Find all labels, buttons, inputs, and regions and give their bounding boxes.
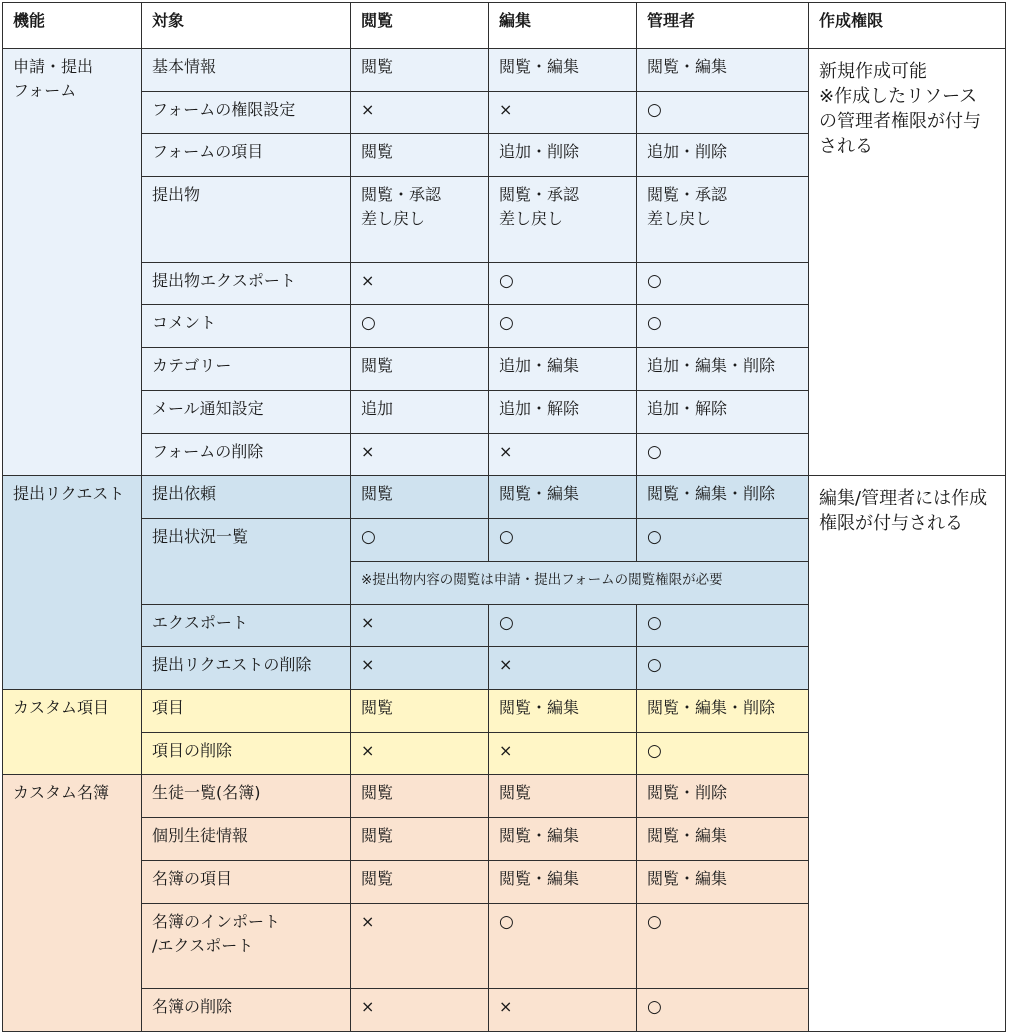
target-cell: 名簿の削除 (142, 989, 351, 1032)
admin-cell: ○ (637, 903, 809, 988)
edit-cell: ○ (489, 903, 637, 988)
section-name: 申請・提出 フォーム (3, 49, 142, 476)
header-admin: 管理者 (637, 3, 809, 49)
edit-cell: ○ (489, 604, 637, 647)
view-cell: × (351, 91, 489, 134)
view-cell: × (351, 604, 489, 647)
view-cell: 閲覧 (351, 818, 489, 861)
admin-cell: ○ (637, 262, 809, 305)
admin-cell: 閲覧・削除 (637, 775, 809, 818)
create-permission-note: 編集/管理者には作成権限が付与される (809, 476, 1006, 1032)
view-cell: × (351, 647, 489, 690)
target-cell: 提出物 (142, 177, 351, 262)
create-permission-note: 新規作成可能 ※作成したリソースの管理者権限が付与される (809, 49, 1006, 476)
view-cell: ○ (351, 519, 489, 562)
admin-cell: ○ (637, 519, 809, 562)
target-cell: コメント (142, 305, 351, 348)
target-cell: 提出状況一覧 (142, 519, 351, 604)
target-cell: カテゴリー (142, 348, 351, 391)
edit-cell: 閲覧・編集 (489, 690, 637, 733)
view-cell: 閲覧・承認 差し戻し (351, 177, 489, 262)
target-cell: 項目の削除 (142, 732, 351, 775)
edit-cell: × (489, 647, 637, 690)
edit-cell: ○ (489, 519, 637, 562)
section-name: 提出リクエスト (3, 476, 142, 690)
admin-cell: ○ (637, 732, 809, 775)
edit-cell: 閲覧 (489, 775, 637, 818)
edit-cell: 追加・解除 (489, 390, 637, 433)
target-cell: 提出リクエストの削除 (142, 647, 351, 690)
view-cell: × (351, 732, 489, 775)
edit-cell: 閲覧・編集 (489, 818, 637, 861)
edit-cell: ○ (489, 305, 637, 348)
edit-cell: 追加・編集 (489, 348, 637, 391)
admin-cell: 閲覧・編集 (637, 860, 809, 903)
target-cell: エクスポート (142, 604, 351, 647)
target-cell: 項目 (142, 690, 351, 733)
edit-cell: 閲覧・編集 (489, 49, 637, 92)
target-cell: フォームの削除 (142, 433, 351, 476)
view-cell: 閲覧 (351, 775, 489, 818)
edit-cell: × (489, 732, 637, 775)
view-cell: 閲覧 (351, 49, 489, 92)
edit-cell: ○ (489, 262, 637, 305)
admin-cell: 追加・編集・削除 (637, 348, 809, 391)
admin-cell: ○ (637, 989, 809, 1032)
permission-table (2, 2, 1006, 1032)
view-cell: 閲覧 (351, 690, 489, 733)
view-permission-note: ※提出物内容の閲覧は申請・提出フォームの閲覧権限が必要 (351, 561, 809, 604)
view-cell: × (351, 433, 489, 476)
edit-cell: × (489, 91, 637, 134)
table-row (3, 49, 1006, 92)
view-cell: 追加 (351, 390, 489, 433)
view-cell: × (351, 262, 489, 305)
view-cell: × (351, 989, 489, 1032)
admin-cell: ○ (637, 433, 809, 476)
target-cell: 基本情報 (142, 49, 351, 92)
section-name: カスタム名簿 (3, 775, 142, 1032)
admin-cell: 追加・解除 (637, 390, 809, 433)
admin-cell: 閲覧・編集 (637, 818, 809, 861)
admin-cell: 追加・削除 (637, 134, 809, 177)
edit-cell: 閲覧・承認 差し戻し (489, 177, 637, 262)
target-cell: 提出依頼 (142, 476, 351, 519)
header-target: 対象 (142, 3, 351, 49)
header-edit: 編集 (489, 3, 637, 49)
edit-cell: × (489, 989, 637, 1032)
edit-cell: 追加・削除 (489, 134, 637, 177)
admin-cell: 閲覧・承認 差し戻し (637, 177, 809, 262)
target-cell: 名簿の項目 (142, 860, 351, 903)
admin-cell: ○ (637, 647, 809, 690)
admin-cell: ○ (637, 91, 809, 134)
view-cell: 閲覧 (351, 860, 489, 903)
edit-cell: × (489, 433, 637, 476)
admin-cell: ○ (637, 604, 809, 647)
view-cell: ○ (351, 305, 489, 348)
admin-cell: 閲覧・編集 (637, 49, 809, 92)
admin-cell: 閲覧・編集・削除 (637, 690, 809, 733)
target-cell: メール通知設定 (142, 390, 351, 433)
target-cell: 生徒一覧(名簿) (142, 775, 351, 818)
edit-cell: 閲覧・編集 (489, 476, 637, 519)
table-row (3, 476, 1006, 519)
edit-cell: 閲覧・編集 (489, 860, 637, 903)
admin-cell: ○ (637, 305, 809, 348)
view-cell: 閲覧 (351, 348, 489, 391)
view-cell: 閲覧 (351, 476, 489, 519)
target-cell: 個別生徒情報 (142, 818, 351, 861)
header-row (3, 3, 1006, 49)
target-cell: フォームの項目 (142, 134, 351, 177)
section-name: カスタム項目 (3, 690, 142, 775)
view-cell: 閲覧 (351, 134, 489, 177)
view-cell: × (351, 903, 489, 988)
admin-cell: 閲覧・編集・削除 (637, 476, 809, 519)
target-cell: 名簿のインポート /エクスポート (142, 903, 351, 988)
header-create: 作成権限 (809, 3, 1006, 49)
header-function: 機能 (3, 3, 142, 49)
target-cell: フォームの権限設定 (142, 91, 351, 134)
header-view: 閲覧 (351, 3, 489, 49)
target-cell: 提出物エクスポート (142, 262, 351, 305)
